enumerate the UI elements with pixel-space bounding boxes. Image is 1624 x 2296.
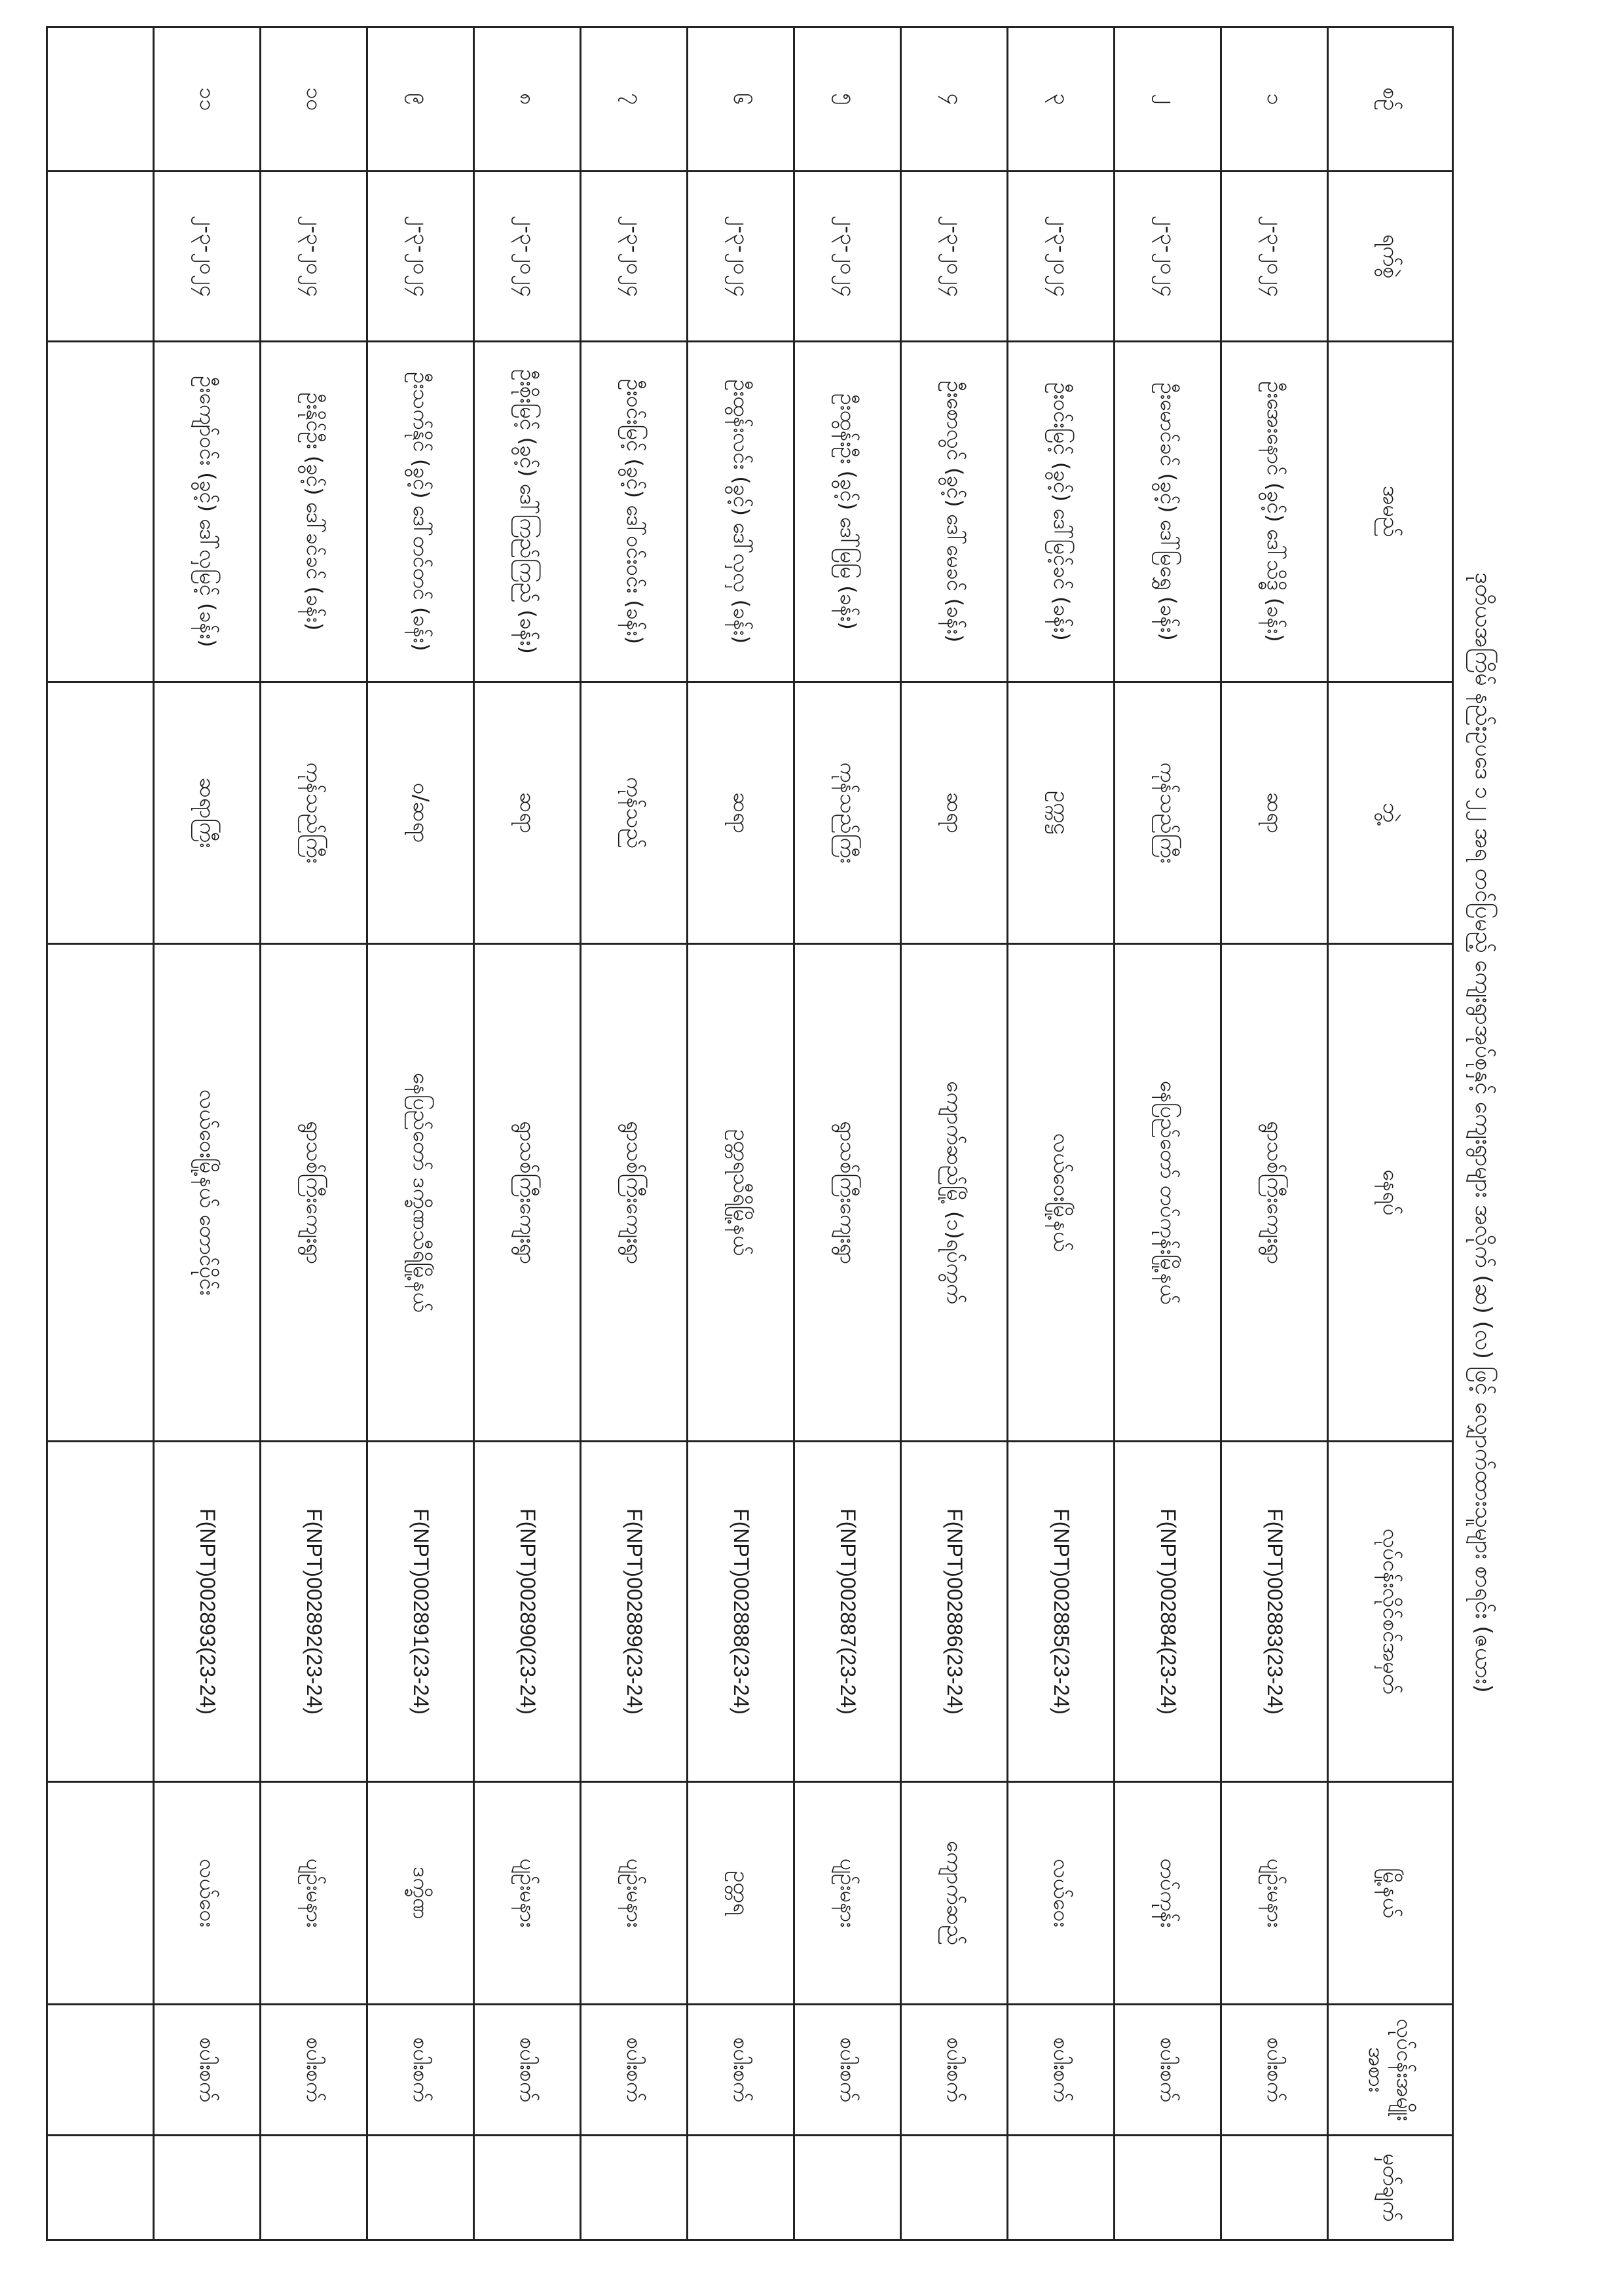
cell-license: F(NPT)002892(23-24)	[261, 1442, 367, 1782]
cell-address: နေပြည်တော် တပ်ကုန်းမြို့နယ်	[1115, 944, 1221, 1442]
table-row	[581, 27, 688, 2240]
cell-name: ဦးကျော်ဝင်း (ခွင့်) ဒေါ်လှမြင့် (ခန်း)	[154, 342, 261, 682]
cell-title: ဥက္ကဋ္ဌ	[1008, 682, 1115, 944]
cell-no: ၇	[581, 27, 688, 172]
cell-address: ရွာသစ်ကြီးကျေးရွာ	[261, 944, 367, 1442]
table-row	[154, 27, 261, 2240]
cell-date: ၂-၃-၂၀၂၄	[688, 172, 794, 342]
cell-address: ကျောက်ဆည်မြို့ (၁)ရပ်ကွက်	[901, 944, 1008, 1442]
cell-name: ဦးသက်နိုင် (ခွင့်) ဒေါ်တင်တင် (ခန်း)	[367, 342, 474, 682]
cell-no: ၂	[1115, 27, 1221, 172]
cell-remark	[794, 2136, 901, 2240]
cell-title: ကုန်သည်ကြီး	[261, 682, 367, 944]
table-row	[688, 27, 794, 2240]
table-row	[261, 27, 367, 2240]
cell-remark	[261, 2136, 367, 2240]
cell-address: ရွာသစ်ကြီးကျေးရွာ	[581, 944, 688, 1442]
cell-license: F(NPT)002893(23-24)	[154, 1442, 261, 1782]
cell-name: ဦးစိုးမြင့် (ခွင့်) ဒေါ်ကြည်ကြည် (ခန်း)	[474, 342, 581, 682]
header-remark: မှတ်ချက်	[1328, 2136, 1453, 2240]
cell-empty	[47, 2136, 154, 2240]
cell-no: ၆	[688, 27, 794, 172]
cell-empty	[47, 2005, 154, 2136]
cell-name: ဦးနိုင်ဦး (ခွင့်) ဒေါ်ခင်ခင် (ခန်း)	[261, 342, 367, 682]
cell-empty	[47, 27, 154, 172]
cell-name: ဦးဝင်းမြင့် (ခွင့်) ဒေါ်ဝင်းဝင်း (ခန်း)	[581, 342, 688, 682]
cell-remark	[581, 2136, 688, 2240]
cell-empty	[47, 682, 154, 944]
header-title: ဘွဲ့	[1328, 682, 1453, 944]
cell-township: ပျဉ်းမနား	[1221, 1782, 1328, 2005]
cell-name: ဦးဝင်းမြင့် (ခွင့်) ဒေါ်မြင့်ခင် (ခန်း)	[1008, 342, 1115, 682]
cell-address: ဥတ္တရသီရိမြို့နယ်	[688, 944, 794, 1442]
cell-township: ဒက္ခိဏ	[367, 1782, 474, 2005]
cell-name: ဦးမောင်ခင် (ခွင့်) ဒေါ်မြရွှေ (ခန်း)	[1115, 342, 1221, 682]
table-row	[794, 27, 901, 2240]
header-address: နေရပ်	[1328, 944, 1453, 1442]
cell-date: ၂-၃-၂၀၂၄	[794, 172, 901, 342]
table-row	[367, 27, 474, 2240]
cell-no: ၁၀	[261, 27, 367, 172]
cell-type: စပါးစက်	[688, 2005, 794, 2136]
cell-type: စပါးစက်	[901, 2005, 1008, 2136]
cell-no: ၅	[794, 27, 901, 172]
cell-license: F(NPT)002889(23-24)	[581, 1442, 688, 1782]
cell-date: ၂-၃-၂၀၂၄	[581, 172, 688, 342]
header-row	[1328, 27, 1453, 2240]
cell-township: ပျဉ်းမနား	[261, 1782, 367, 2005]
cell-township: ဥတ္တရ	[688, 1782, 794, 2005]
cell-empty	[47, 1442, 154, 1782]
cell-township: ပျဉ်းမနား	[474, 1782, 581, 2005]
cell-title: ဆရာ	[901, 682, 1008, 944]
cell-license: F(NPT)002891(23-24)	[367, 1442, 474, 1782]
cell-date: ၂-၃-၂၀၂၄	[901, 172, 1008, 342]
header-type: လုပ်ငန်းအမျိုးအစား	[1328, 2005, 1453, 2136]
cell-township: ကျောက်ဆည်	[901, 1782, 1008, 2005]
document-title: ဒုတိယအကြိမ် နည်းဥပဒေ ၁၂၂ အရ တင်ပြမည့် ကျေးရွာအုပ်စုနှင့် ကျေးရွာများ အလိုက် (ဆ) (လ) ဖြင့် လျှောက်ထားသူများ စာရင်း (ဇယား)	[1470, 572, 1496, 1693]
cell-type: စပါးစက်	[1008, 2005, 1115, 2136]
cell-remark	[1115, 2136, 1221, 2240]
cell-empty	[47, 342, 154, 682]
cell-date: ၂-၃-၂၀၂၄	[1008, 172, 1115, 342]
table-row	[1115, 27, 1221, 2240]
cell-address: ရွာသစ်ကြီးကျေးရွာ	[794, 944, 901, 1442]
cell-township: လယ်ဝေး	[1008, 1782, 1115, 2005]
cell-township: လယ်ဝေး	[154, 1782, 261, 2005]
cell-township: တပ်ကုန်း	[1115, 1782, 1221, 2005]
cell-name: ဦးစောလွင် (ခွင့်) ဒေါ်မေခင် (ခန်း)	[901, 342, 1008, 682]
cell-title: ဆရာ	[688, 682, 794, 944]
cell-license: F(NPT)002883(23-24)	[1221, 1442, 1328, 1782]
cell-remark	[474, 2136, 581, 2240]
cell-title: ကုန်သည်	[581, 682, 688, 944]
cell-title: ဝ/ဆရာ	[367, 682, 474, 944]
cell-no: ၄	[901, 27, 1008, 172]
cell-date: ၂-၃-၂၀၂၄	[1221, 172, 1328, 342]
header-date: ရက်စွဲ	[1328, 172, 1453, 342]
table-row	[1221, 27, 1328, 2240]
cell-address: ရွာသစ်ကြီးကျေးရွာ	[1221, 944, 1328, 1442]
table-row	[1008, 27, 1115, 2240]
cell-remark	[154, 2136, 261, 2240]
cell-address: လယ်ဝေးမြို့နယ် တောင်ပိုင်း	[154, 944, 261, 1442]
cell-no: ၁	[1221, 27, 1328, 172]
cell-type: စပါးစက်	[1115, 2005, 1221, 2136]
cell-type: စပါးစက်	[154, 2005, 261, 2136]
cell-title: ဆရာ	[474, 682, 581, 944]
cell-township: ပျဉ်းမနား	[794, 1782, 901, 2005]
cell-license: F(NPT)002886(23-24)	[901, 1442, 1008, 1782]
cell-title: ဆရာကြီး	[154, 682, 261, 944]
cell-type: စပါးစက်	[474, 2005, 581, 2136]
table-row	[901, 27, 1008, 2240]
cell-title: ဆရာ	[1221, 682, 1328, 944]
cell-empty	[47, 1782, 154, 2005]
applicant-table	[46, 26, 1454, 2241]
cell-date: ၂-၃-၂၀၂၄	[261, 172, 367, 342]
cell-name: ဦးထွန်းလင်း (ခွင့်) ဒေါ်လှလှ (ခန်း)	[688, 342, 794, 682]
cell-address: ရွာသစ်ကြီးကျေးရွာ	[474, 944, 581, 1442]
cell-type: စပါးစက်	[1221, 2005, 1328, 2136]
cell-address: နေပြည်တော် ဒက္ခိဏသီရိမြို့နယ်	[367, 944, 474, 1442]
cell-empty	[47, 944, 154, 1442]
cell-license: F(NPT)002885(23-24)	[1008, 1442, 1115, 1782]
header-township: မြို့နယ်	[1328, 1782, 1453, 2005]
cell-name: ဦးအေးနောင် (ခွင့်) ဒေါ်သိဒ္ဓိ (ခန်း)	[1221, 342, 1328, 682]
cell-no: ၃	[1008, 27, 1115, 172]
cell-date: ၂-၃-၂၀၂၄	[367, 172, 474, 342]
cell-no: ၈	[474, 27, 581, 172]
cell-license: F(NPT)002890(23-24)	[474, 1442, 581, 1782]
cell-empty	[47, 172, 154, 342]
cell-date: ၂-၃-၂၀၂၄	[154, 172, 261, 342]
cell-remark	[1008, 2136, 1115, 2240]
header-no: စဉ်	[1328, 27, 1453, 172]
cell-type: စပါးစက်	[581, 2005, 688, 2136]
header-license: လုပ်ငန်းလိုင်စင်အမှတ်	[1328, 1442, 1453, 1782]
cell-title: ကုန်သည်ကြီး	[794, 682, 901, 944]
cell-no: ၁၁	[154, 27, 261, 172]
header-name: အမည်	[1328, 342, 1453, 682]
cell-remark	[901, 2136, 1008, 2240]
cell-remark	[367, 2136, 474, 2240]
cell-type: စပါးစက်	[367, 2005, 474, 2136]
cell-date: ၂-၃-၂၀၂၄	[474, 172, 581, 342]
cell-name: ဦးထွန်းဦး (ခွင့်) ဒေါ်မြမြ (ခန်း)	[794, 342, 901, 682]
cell-type: စပါးစက်	[794, 2005, 901, 2136]
cell-license: F(NPT)002884(23-24)	[1115, 1442, 1221, 1782]
cell-remark	[1221, 2136, 1328, 2240]
cell-remark	[688, 2136, 794, 2240]
cell-type: စပါးစက်	[261, 2005, 367, 2136]
cell-date: ၂-၃-၂၀၂၄	[1115, 172, 1221, 342]
cell-license: F(NPT)002888(23-24)	[688, 1442, 794, 1782]
cell-address: လယ်ဝေးမြို့နယ်	[1008, 944, 1115, 1442]
cell-title: ကုန်သည်ကြီး	[1115, 682, 1221, 944]
cell-license: F(NPT)002887(23-24)	[794, 1442, 901, 1782]
cell-no: ၉	[367, 27, 474, 172]
rotated-page	[105, 26, 1506, 2239]
cell-township: ပျဉ်းမနား	[581, 1782, 688, 2005]
table-row	[474, 27, 581, 2240]
table-row-empty	[47, 27, 154, 2240]
